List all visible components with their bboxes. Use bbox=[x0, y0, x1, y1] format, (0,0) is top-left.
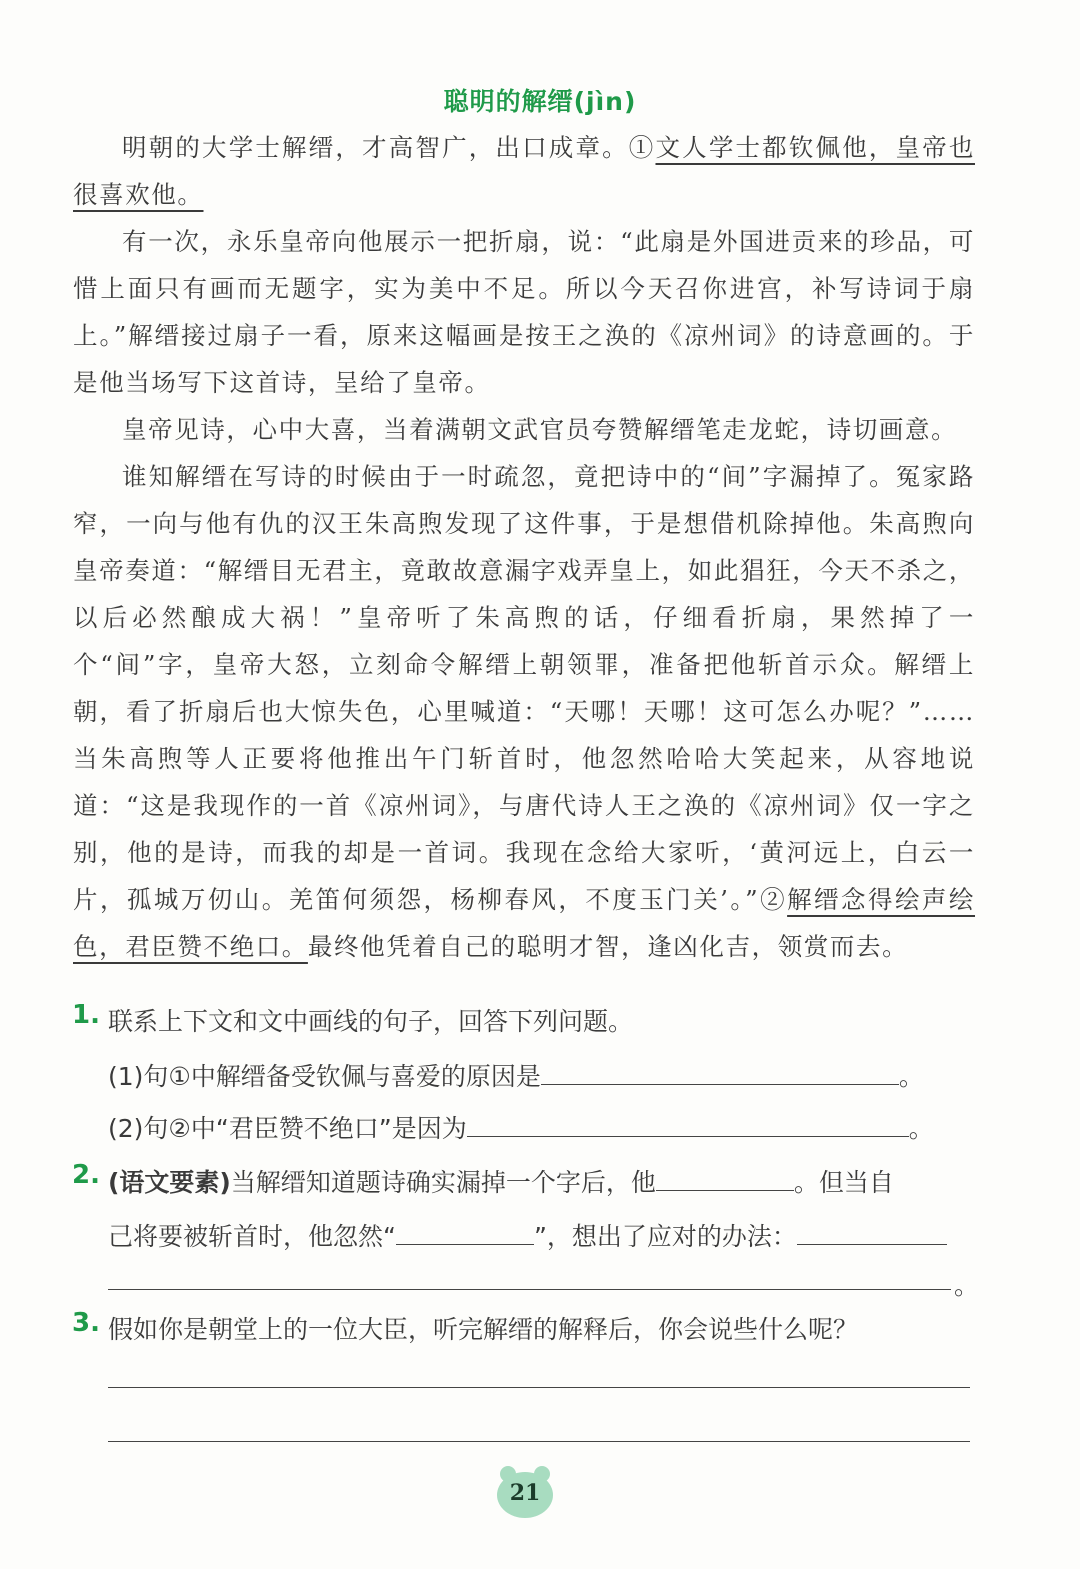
question-1-2-end: 。 bbox=[908, 1114, 934, 1143]
paragraph-2: 有一次，永乐皇帝向他展示一把折扇，说：“此扇是外国进贡来的珍品，可惜上面只有画而无题字，实为美中不足。所以今天召你进宫，补写诗词于扇上。”解缙接过扇子一看，原来这幅画是按王之涣的《凉州词》的诗意画的。于是他当场写下这首诗，呈给了皇帝。 bbox=[73, 227, 975, 397]
sentence-marker-1: ① bbox=[628, 133, 656, 162]
answer-line-2-4[interactable] bbox=[108, 1289, 951, 1290]
paragraph-3: 皇帝见诗，心中大喜，当着满朝文武官员夸赞解缙笔走龙蛇，诗切画意。 bbox=[122, 415, 958, 444]
question-2-tag: (语文要素) bbox=[108, 1168, 231, 1197]
paragraph-4 bbox=[73, 453, 975, 970]
underlined-sentence-1: 文人学士都钦佩他，皇帝也很喜欢他。 bbox=[73, 133, 975, 209]
question-1-number: 1. bbox=[72, 1000, 100, 1030]
answer-blank-1-1[interactable] bbox=[541, 1056, 899, 1085]
paragraph-1 bbox=[73, 124, 975, 218]
answer-line-3-1[interactable] bbox=[108, 1387, 970, 1388]
question-1-2-text: (2)句②中“君臣赞不绝口”是因为 bbox=[108, 1114, 467, 1143]
question-2-number: 2. bbox=[72, 1160, 100, 1190]
question-3-number: 3. bbox=[72, 1308, 100, 1338]
reading-passage bbox=[73, 124, 975, 970]
p4-text: 谁知解缙在写诗的时候由于一时疏忽，竟把诗中的“间”字漏掉了。冤家路窄，一向与他有仇的汉王朱高煦发现了这件事，于是想借机除掉他。朱高煦向皇帝奏道：“解缙目无君主，竟敢故意漏字戏弄皇上，如此猖狂，今天不杀之，以后必然酿成大祸！”皇帝听了朱高煦的话，仔细看折扇，果然掉了一个“间”字，皇帝大怒，立刻命令解缙上朝领罪，准备把他斩首示众。解缙上朝，看了折扇后也大惊失色，心里喊道：“天哪！天哪！这可怎么办呢？”……当朱高煦等人正要将他推出午门斩首时，他忽然哈哈大笑起来，从容地说道：“这是我现作的一首《凉州词》，与唐代诗人王之涣的《凉州词》仅一字之别，他的是诗，而我的却是一首词。我现在念给大家听，‘黄河远上，白云一片，孤城万仞山。羌笛何须怨，杨柳春风，不度玉门关’。” bbox=[73, 462, 975, 914]
page-number-badge bbox=[497, 1466, 553, 1518]
answer-blank-2-2[interactable] bbox=[396, 1216, 534, 1245]
question-2-text-b: 。但当自 bbox=[793, 1168, 894, 1197]
question-1-1 bbox=[108, 1056, 924, 1093]
p1-text: 明朝的大学士解缙，才高智广，出口成章。 bbox=[122, 133, 629, 162]
answer-line-3-2[interactable] bbox=[108, 1441, 970, 1442]
passage-title: 聪明的解缙(jìn) bbox=[443, 87, 637, 116]
question-2-text-d: ”，想出了应对的办法： bbox=[533, 1222, 797, 1251]
question-2-line-2 bbox=[108, 1216, 947, 1253]
answer-blank-2-1[interactable] bbox=[656, 1162, 794, 1191]
question-2-text-a: 当解缙知道题诗确实漏掉一个字后，他 bbox=[230, 1168, 656, 1197]
question-2-text-c: 己将要被斩首时，他忽然“ bbox=[108, 1222, 396, 1251]
question-3-text: 假如你是朝堂上的一位大臣，听完解缙的解释后，你会说些什么呢？ bbox=[108, 1315, 859, 1344]
page-number: 21 bbox=[509, 1480, 541, 1506]
underlined-sentence-2: 解缙念得绘声绘色，君臣赞不绝口。 bbox=[73, 885, 976, 961]
answer-blank-2-3[interactable] bbox=[797, 1216, 947, 1245]
question-1-2 bbox=[108, 1108, 934, 1145]
question-1-1-end: 。 bbox=[898, 1062, 924, 1091]
sentence-marker-2: ② bbox=[759, 885, 788, 914]
answer-blank-1-2[interactable] bbox=[467, 1108, 909, 1137]
question-2-line-1 bbox=[108, 1162, 894, 1199]
p4-ending: 最终他凭着自己的聪明才智，逢凶化吉，领赏而去。 bbox=[307, 932, 909, 961]
question-1-1-text: (1)句①中解缙备受钦佩与喜爱的原因是 bbox=[108, 1062, 541, 1091]
question-1-text: 联系上下文和文中画线的句子，回答下列问题。 bbox=[108, 1007, 634, 1036]
question-2-end: 。 bbox=[954, 1271, 980, 1300]
